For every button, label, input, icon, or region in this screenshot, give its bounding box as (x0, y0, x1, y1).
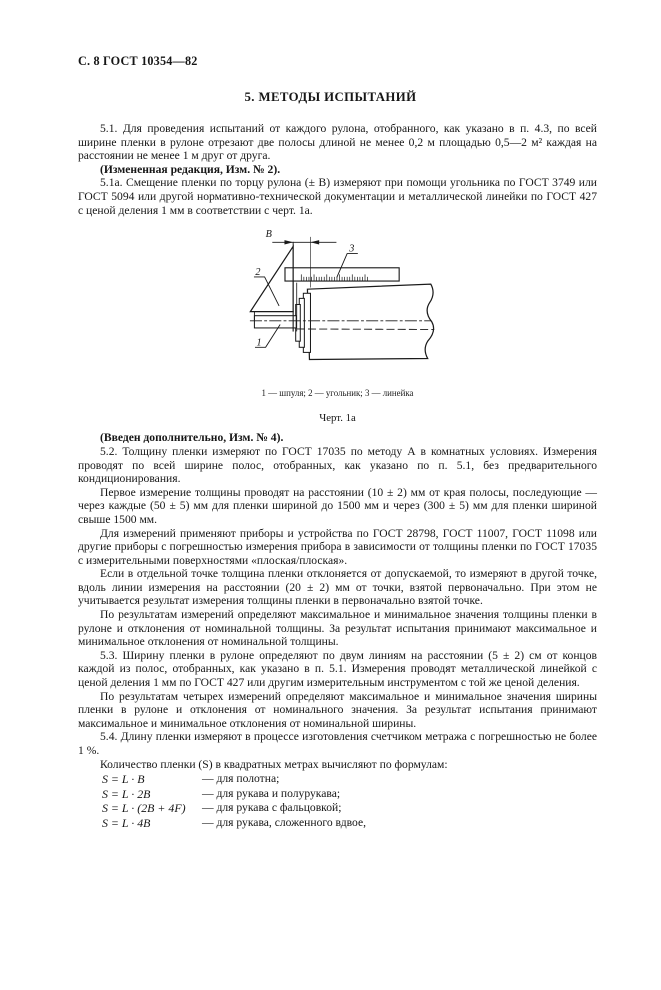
callout-3 (336, 244, 356, 277)
dimension-b (265, 229, 335, 287)
paragraph-5-2-first-measure: Первое измерение толщины проводят на расстоянии (10 ± 2) мм от края полосы, последующие — через каждые (50 ± 5) мм для пленки шириной до 1500 мм и через (300 ± 5) мм для пленки шириной свыше 1500 мм. (78, 485, 597, 526)
dimension-b-label: В (265, 229, 272, 241)
formula-row-sleeve (102, 787, 597, 802)
ruler-shape (284, 268, 398, 281)
callout-3-label: 3 (348, 243, 354, 255)
paragraph-5-2-deviation: Если в отдельной точке толщина пленки отклоняется от допускаемой, то измеряют в другой точке, вдоль линии измерения на расстоянии (20 ± 2) мм от точки, взятой первоначально. При этом не учитывается результат измерения толщины пленки в первоначально взятой точке. (78, 567, 597, 608)
formula-expression: S = L · (2B + 4F) (102, 801, 186, 816)
document-body (78, 122, 597, 831)
paragraph-5-2-instruments: Для измерений применяют приборы и устройства по ГОСТ 28798, ГОСТ 11007, ГОСТ 11098 или другие приборы с погрешностью измерения прибора в зависимости от толщины пленки по ГОСТ 17035 с измерительными поверхностями «плоская/плоская». (78, 526, 597, 567)
paragraph-5-4-formulas-intro: Количество пленки (S) в квадратных метрах вычисляют по формулам: (100, 757, 448, 771)
paragraph-5-2-results: По результатам измерений определяют максимальное и минимальное значения толщины пленки в рулоне и отклонения от номинальной толщины. За результат испытания принимают максимальное и минимальное отклонения от номинальной толщины. (78, 608, 597, 649)
formula-row-folded (102, 816, 597, 831)
page-header: С. 8 ГОСТ 10354—82 (78, 54, 198, 68)
formula-row-gusset (102, 801, 597, 816)
formula-description: — для рукава и полурукава; (202, 786, 341, 800)
formula-expression: S = L · 4B (102, 815, 151, 830)
paragraph-5-4: 5.4. Длину пленки измеряют в процессе изготовления счетчиком метража с погрешностью не более 1 %. (78, 730, 597, 757)
formula-list (78, 772, 597, 830)
film-roll-shape (295, 284, 433, 359)
ruler-ticks (301, 275, 367, 281)
formula-description: — для полотна; (202, 772, 280, 786)
amendment-note-izm-4: (Введен дополнительно, Изм. № 4). (100, 431, 284, 445)
formula-description: — для рукава с фальцовкой; (202, 801, 342, 815)
figure-caption: Черт. 1а (319, 411, 356, 424)
formula-expression: S = L · B (102, 772, 145, 787)
paragraph-5-1a: 5.1а. Смещение пленки по торцу рулона (± В) измеряют при помощи угольника по ГОСТ 3749 или ГОСТ 5094 или другой нормативно-технической документации и металлической линейки по ГОСТ 427 с ценой деления 1 мм в соответствии с черт. 1а. (78, 176, 597, 217)
paragraph-5-3: 5.3. Ширину пленки в рулоне определяют по двум линиям на расстоянии (5 ± 2) см от концов каждой из полос, отобранных, как указано в п. 5.1. Измерения проводят металлической линейкой с ценой деления 1 мм по ГОСТ 427 или другим измерительным инструментом с той же ценой деления. (78, 648, 597, 690)
formula-expression: S = L · 2B (102, 786, 151, 801)
section-title: 5. МЕТОДЫ ИСПЫТАНИЙ (244, 90, 417, 104)
paragraph-5-1: 5.1. Для проведения испытаний от каждого рулона, отобранного, как указано в п. 4.3, по всей ширине пленки в рулоне отрезают две полосы длиной не менее 0,2 м площадью 0,5—2 м² каждая на расстоянии не менее 1 м друг от друга. (78, 122, 597, 163)
callout-1-label: 1 (255, 337, 262, 349)
roll-measurement-diagram (212, 226, 464, 384)
document-page (0, 54, 661, 990)
paragraph-5-3-results: По результатам четырех измерений определяют максимальное и минимальное значения ширины пленки в рулоне и отклонения от номинального значения. За результат испытания принимают максимальное и минимальное отклонения от номинальной ширины. (78, 689, 597, 730)
formula-description: — для рукава, сложенного вдвое, (202, 815, 366, 829)
paragraph-5-2: 5.2. Толщину пленки измеряют по ГОСТ 17035 по методу А в комнатных условиях. Измерения проводят по всей ширине полос, отобранных, как указано по п. 5.1, без предварительного кондиционирования. (78, 444, 597, 486)
callout-2-label: 2 (254, 267, 261, 279)
film-dashed-line (297, 329, 434, 330)
figure-legend: 1 — шпуля; 2 — угольник; 3 — линейка (261, 388, 414, 399)
figure-1a (78, 226, 597, 425)
formula-row-cloth (102, 772, 597, 787)
amendment-note-izm-2: (Измененная редакция, Изм. № 2). (100, 162, 281, 176)
spool-shape (254, 316, 296, 328)
